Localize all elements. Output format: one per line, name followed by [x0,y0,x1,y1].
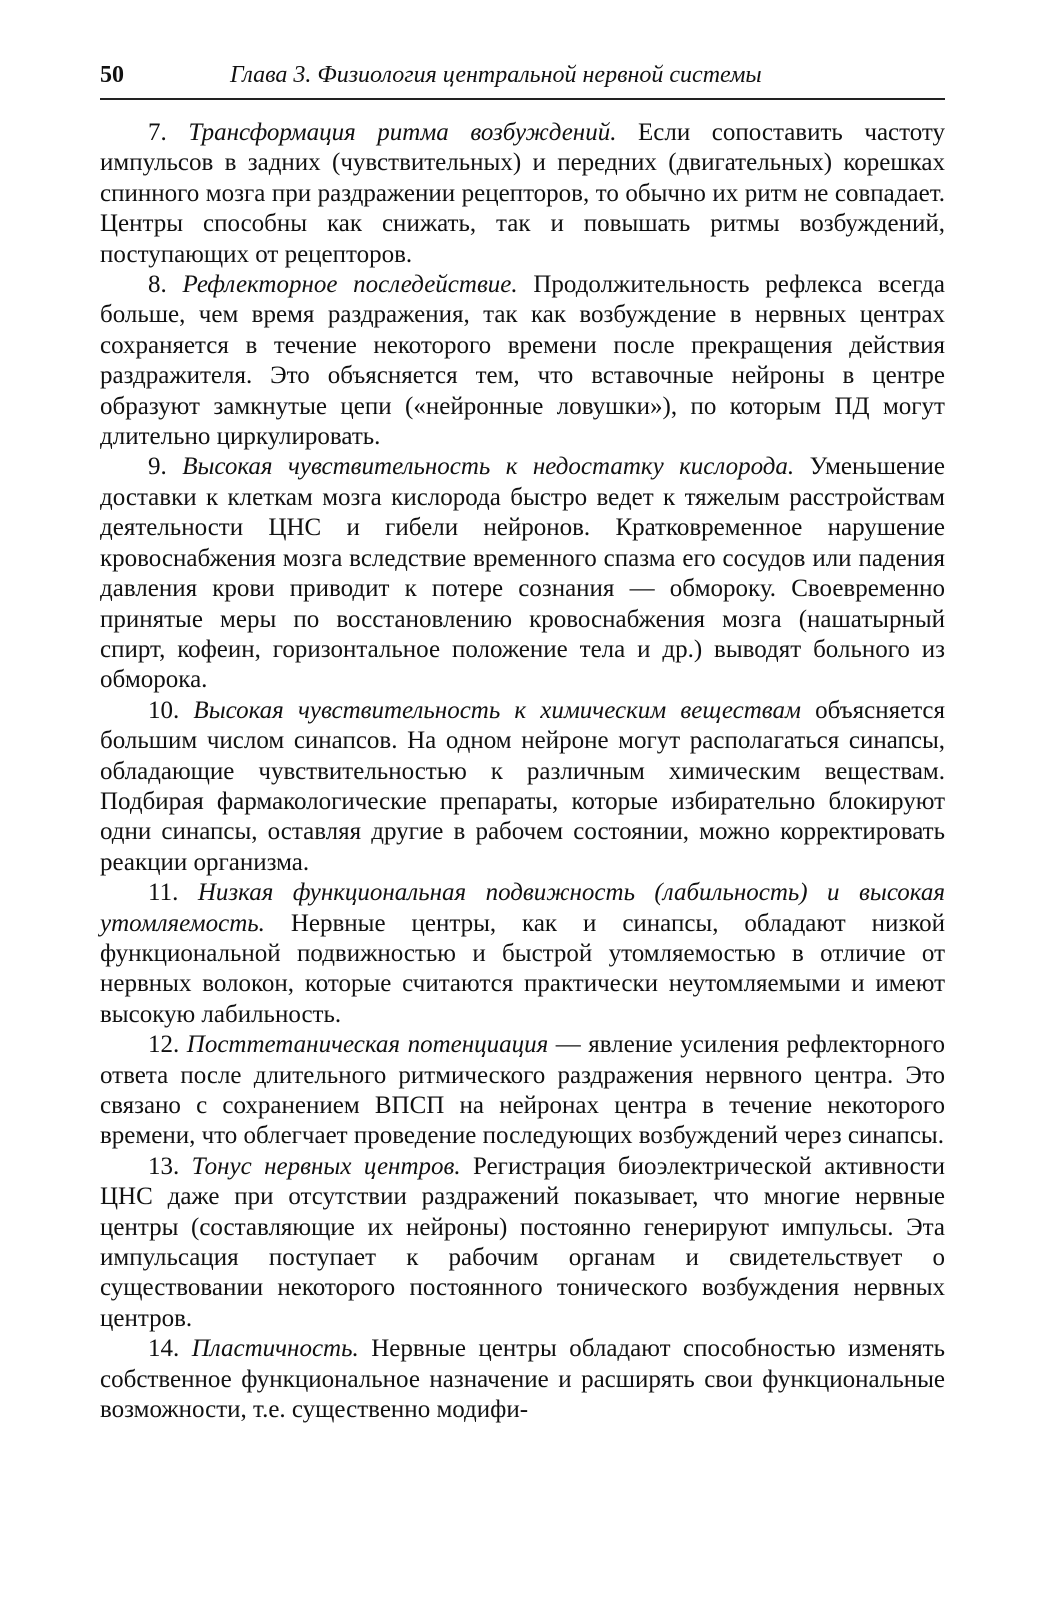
chapter-title: Глава 3. Физиология центральной нервной системы [230,62,762,88]
item-text: Нервные центры, как и синапсы, обладают низкой функциональной подвижностью и быстрой утомляемостью в отличие от нервных волокон, которые считаются практически неутомляемыми и имеют высокую лабильность. [100,909,945,1028]
paragraph-9 [100,452,945,695]
item-text: объясняется большим числом синапсов. На одном нейроне могут располагаться синапсы, обладающие чувствительностью к различным химическим веществам. Подбирая фармакологические препараты, которые избирательно блокируют одни синапсы, оставляя другие в рабочем состоянии, можно корректировать реакции организма. [100,696,946,876]
body-text [100,118,945,1425]
item-term: Трансформация ритма возбуждений. [188,119,617,146]
item-number: 14. [148,1335,180,1363]
item-number: 10. [148,696,180,724]
paragraph-8 [100,270,945,452]
book-page [100,60,945,1425]
item-number: 12. [148,1031,180,1059]
running-header [100,60,945,100]
paragraph-11 [100,878,945,1030]
item-term: Низкая функциональная подвижность (лабильность) и высокая утомляемость. [100,879,945,937]
item-text: Нервные центры обладают способностью изменять собственное функциональное назначение и расширять свои функциональные возможности, т.е. существенно модифи- [100,1335,945,1424]
item-text: — явление усиления рефлекторного ответа после длительного ритмического раздражения нервного центра. Это связано с сохранением ВПСП на нейронах центра в течение некоторого времени, что облегчает проведение последующих возбуждений через синапсы. [100,1031,946,1150]
item-text: Уменьшение доставки к клеткам мозга кислорода быстро ведет к тяжелым расстройствам деятельности ЦНС и гибели нейронов. Кратковременное нарушение кровоснабжения мозга вследствие временного спазма его сосудов или падения давления крови приводит к потере сознания — обмороку. Своевременно принятые меры по восстановлению кровоснабжения мозга (нашатырный спирт, кофеин, горизонтальное положение тела и др.) выводят больного из обморока. [100,453,946,694]
paragraph-10 [100,696,945,878]
item-text: Регистрация биоэлектрической активности ЦНС даже при отсутствии раздражений показывает, что многие нервные центры (составляющие их нейроны) постоянно генерируют импульсы. Эта импульсация поступает к рабочим органам и свидетельствует о существовании некоторого постоянного тонического возбуждения нервных центров. [100,1152,946,1332]
paragraph-14 [100,1334,945,1425]
item-term: Пластичность. [191,1335,359,1363]
item-number: 13. [148,1152,180,1180]
item-term: Рефлекторное последействие. [182,271,518,299]
item-number: 8. [148,271,167,299]
item-text: Если сопоставить частоту импульсов в задних (чувствительных) и передних (двигательных) корешках спинного мозга при раздражении рецепторов, то обычно их ритм не совпадает. Центры способны как снижать, так и повышать ритмы возбуждений, поступающих от рецепторов. [100,119,945,268]
page-number: 50 [100,62,124,88]
paragraph-12 [100,1030,945,1152]
item-term: Тонус нервных центров. [191,1152,461,1180]
paragraph-13 [100,1152,945,1334]
item-term: Высокая чувствительность к химическим веществам [193,696,801,724]
paragraph-7 [100,118,945,270]
item-number: 7. [148,119,167,146]
item-number: 11. [148,879,179,907]
item-term: Посттетаническая потенциация [186,1031,549,1059]
item-term: Высокая чувствительность к недостатку кислорода. [182,453,795,481]
item-number: 9. [148,453,167,481]
item-text: Продолжительность рефлекса всегда больше, чем время раздражения, так как возбуждение в нервных центрах сохраняется в течение некоторого времени после прекращения действия раздражителя. Это объясняется тем, что вставочные нейроны в центре образуют замкнутые цепи («нейронные ловушки»), по которым ПД могут длительно циркулировать. [100,271,945,451]
